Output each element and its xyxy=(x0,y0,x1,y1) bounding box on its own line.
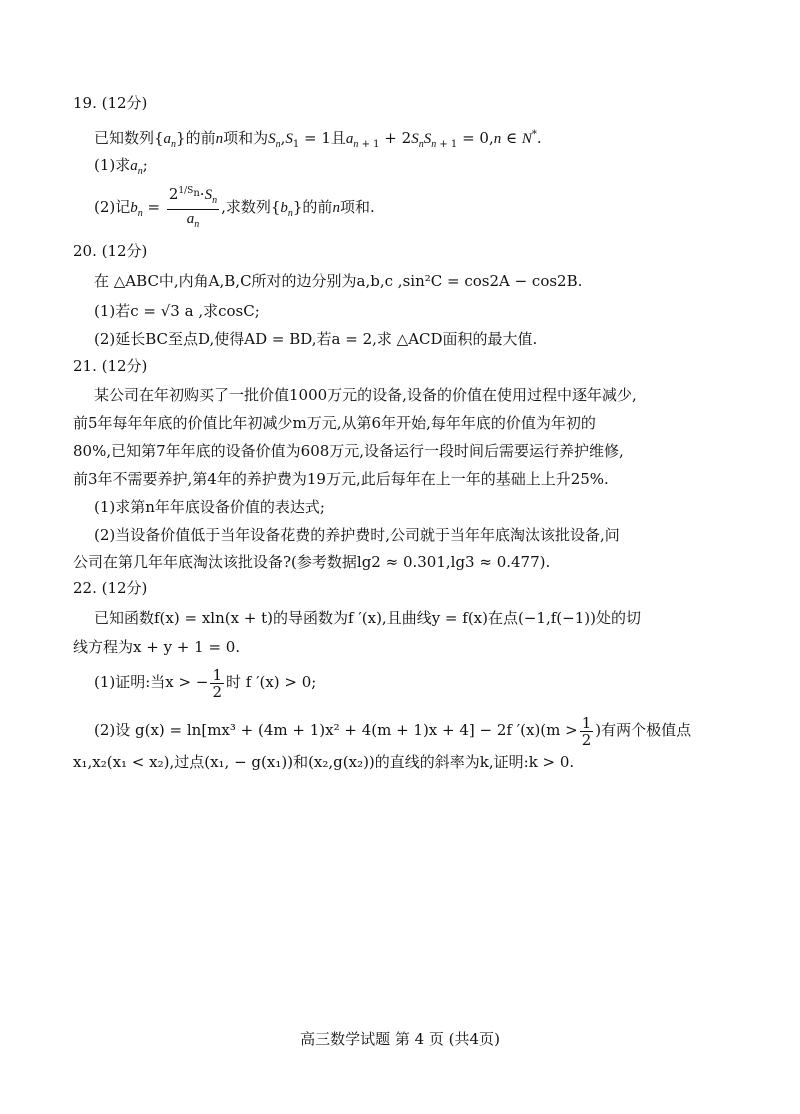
q22-stem-line1: 已知函数f(x) = xln(x + t)的导函数为f ′(x),且曲线y = f(x)在点(−1,f(−1))处的切 xyxy=(94,609,641,627)
q21-para-line1: 某公司在年初购买了一批价值1000万元的设备,设备的价值在使用过程中逐年减少, xyxy=(94,386,637,404)
q20-part2: (2)延长BC至点D,使得AD = BD,若a = 2,求 △ACD面积的最大值. xyxy=(94,330,538,348)
q19-stem: 已知数列$\{a_n\}$的前n项和为$S_n,S_1 = 1$且$a_n$ $_{+ 1} + 2S_nS_n$ $_{+ 1}$ = 0,n ∈ N*. xyxy=(94,129,542,150)
q20-part1: (1)若c = √3 a ,求cosC; xyxy=(94,302,260,320)
q19-fraction: $\frac{2^{1/S_n}\cdot S_n}{a_n}$ xyxy=(168,185,218,230)
q22-stem-line2: 线方程为x + y + 1 = 0. xyxy=(73,638,241,656)
q21-para-line4: 前3年不需要养护,第4年的养护费为19万元,此后每年在上一年的基础上上升25%. xyxy=(73,470,609,488)
q21-part2-line1: (2)当设备价值低于当年设备花费的养护费时,公司就于当年年底淘汰该批设备,问 xyxy=(94,526,620,544)
q19-part2: (2)记$b_n$ = $\frac{2^{1/S_n}\cdot S_n}{a_n}$ ,求数列$\{b_n\}$的前n项和. xyxy=(94,183,375,233)
q20-stem: 在 △ABC中,内角A,B,C所对的边分别为a,b,c ,sin²C = cos2A − cos2B. xyxy=(94,272,583,290)
q19-header: 19. (12分) xyxy=(73,94,148,112)
q22-header: 22. (12分) xyxy=(73,579,148,597)
q22-part1-prefix: (1)证明:当x > − xyxy=(94,673,209,691)
q21-para-line2: 前5年每年年底的价值比年初减少m万元,从第6年开始,每年年底的价值为年初的 xyxy=(73,414,596,432)
q22-part2-prefix: (2)设 g(x) = ln[mx³ + (4m + 1)x² + 4(m + 1)x + 4] − 2f ′(x)(m > xyxy=(94,721,578,739)
q21-header: 21. (12分) xyxy=(73,357,148,375)
q22-part2-line1 xyxy=(94,712,691,748)
q19-part1: (1)求$a_n$; xyxy=(94,156,148,177)
q21-part2-line2: 公司在第几年年底淘汰该批设备?(参考数据lg2 ≈ 0.301,lg3 ≈ 0.477). xyxy=(73,553,551,571)
q21-part1: (1)求第n年年底设备价值的表达式; xyxy=(94,498,325,516)
q21-para-line3: 80%,已知第7年年底的设备价值为608万元,设备运行一段时间后需要运行养护维修, xyxy=(73,442,624,460)
page-footer: 高三数学试题 第 4 页 (共4页) xyxy=(300,1030,500,1048)
q22-part2-fraction: $\frac{1}{2}$ xyxy=(581,713,592,749)
q22-part2-line2: x₁,x₂(x₁ < x₂),过点(x₁, − g(x₁))和(x₂,g(x₂))的直线的斜率为k,证明:k > 0. xyxy=(73,753,575,771)
q22-part1-fraction: $\frac{1}{2}$ xyxy=(212,665,222,701)
q22-part1 xyxy=(94,664,316,700)
q20-header: 20. (12分) xyxy=(73,242,148,260)
q22-part1-suffix: 时 f ′(x) > 0; xyxy=(225,673,317,691)
q22-part2-suffix: )有两个极值点 xyxy=(595,721,692,739)
